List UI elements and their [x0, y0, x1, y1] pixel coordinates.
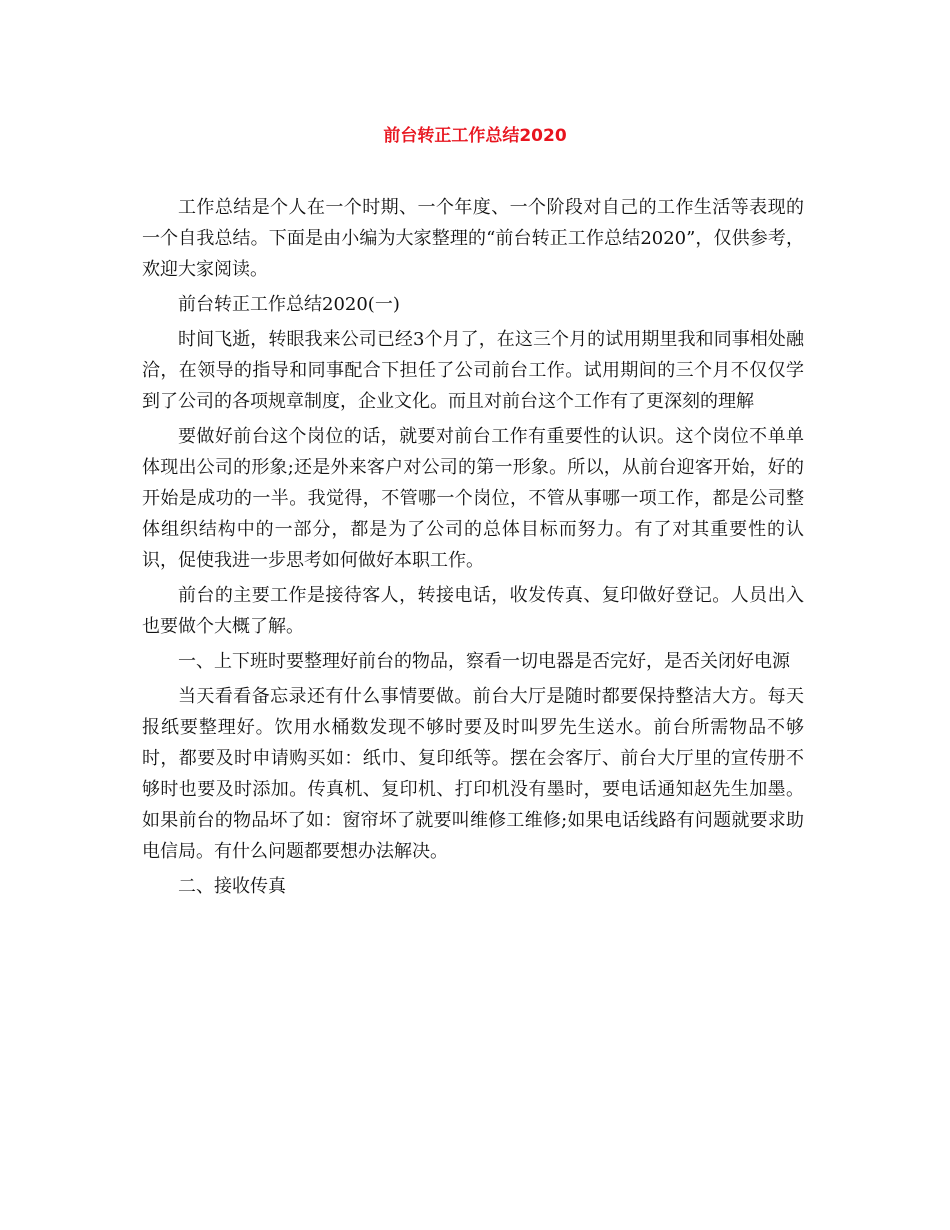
paragraph: 要做好前台这个岗位的话，就要对前台工作有重要性的认识。这个岗位不单单体现出公司的形象;还是外来客户对公司的第一形象。所以，从前台迎客开始，好的开始是成功的一半。我觉得，不管哪一个岗位，不管从事哪一项工作，都是公司整体组织结构中的一部分，都是为了公司的总体目标而努力。有了对其重要性的认识，促使我进一步思考如何做好本职工作。 [142, 426, 804, 571]
paragraph: 当天看看备忘录还有什么事情要做。前台大厅是随时都要保持整洁大方。每天报纸要整理好。饮用水桶数发现不够时要及时叫罗先生送水。前台所需物品不够时，都要及时申请购买如：纸巾、复印纸等。摆在会客厅、前台大厅里的宣传册不够时也要及时添加。传真机、复印机、打印机没有墨时，要电话通知赵先生加墨。如果前台的物品坏了如：窗帘坏了就要叫维修工维修;如果电话线路有问题就要求助电信局。有什么问题都要想办法解决。 [142, 686, 804, 862]
document-body [142, 192, 804, 906]
paragraph: 前台的主要工作是接待客人，转接电话，收发传真、复印做好登记。人员出入也要做个大概了解。 [142, 585, 804, 637]
list-heading: 一、上下班时要整理好前台的物品，察看一切电器是否完好，是否关闭好电源 [178, 651, 790, 672]
paragraph-intro: 工作总结是个人在一个时期、一个年度、一个阶段对自己的工作生活等表现的一个自我总结。下面是由小编为大家整理的“前台转正工作总结2020”，仅供参考，欢迎大家阅读。 [142, 197, 804, 280]
paragraph: 时间飞逝，转眼我来公司已经3个月了，在这三个月的试用期里我和同事相处融洽，在领导的指导和同事配合下担任了公司前台工作。试用期间的三个月不仅仅学到了公司的各项规章制度，企业文化。而且对前台这个工作有了更深刻的理解 [142, 329, 804, 412]
section-heading: 前台转正工作总结2020(一) [178, 294, 400, 315]
list-heading: 二、接收传真 [178, 876, 286, 897]
document-title: 前台转正工作总结2020 [383, 126, 567, 146]
